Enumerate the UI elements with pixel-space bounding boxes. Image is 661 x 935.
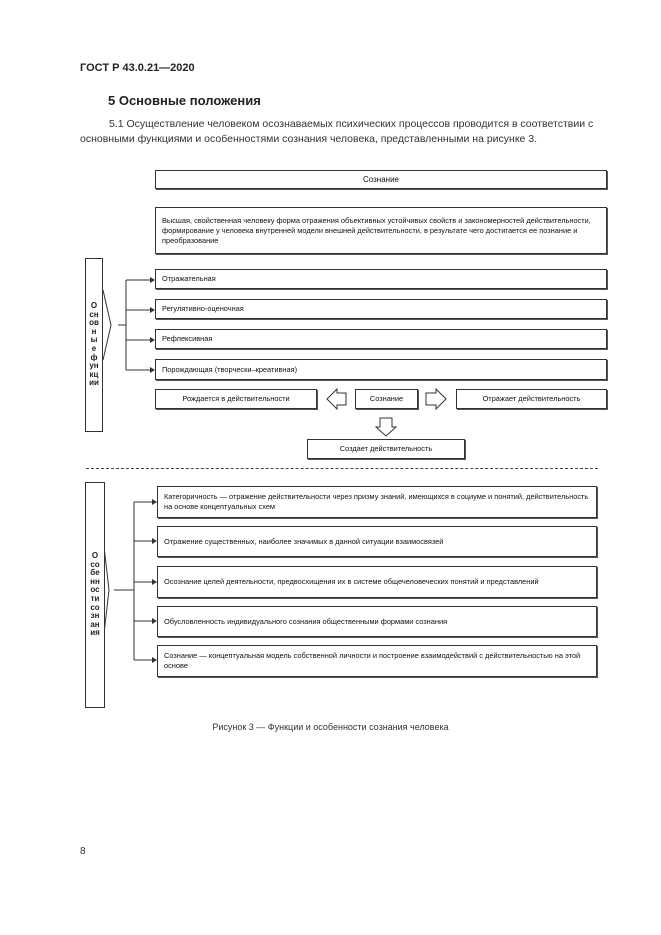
arrow-right-icon: [426, 389, 446, 409]
functions-label: Основные функции: [89, 301, 99, 388]
figure-caption: Рисунок 3 — Функции и особенности сознания человека: [212, 722, 449, 732]
functions-label-box: [85, 258, 103, 432]
consciousness-title-box: Сознание: [155, 170, 607, 189]
consciousness-center-box: Сознание: [355, 389, 418, 409]
document-code: ГОСТ Р 43.0.21—2020: [80, 62, 195, 74]
section-divider: [86, 468, 598, 469]
features-label-box: [85, 482, 105, 708]
creates-reality-box: Создает действительность: [307, 439, 465, 459]
features-label: Особенности сознания: [90, 551, 100, 638]
page-number: 8: [80, 846, 86, 857]
arrow-left-icon: [327, 389, 346, 409]
definition-box: Высшая, свойственная человеку форма отражения объективных устойчивых свойств и закономерностей действительности, формирование у человека внутренней модели внешней действительности, в результате чего достигается ее познание и преобразование: [155, 207, 607, 254]
intro-paragraph: 5.1 Осуществление человеком осознаваемых психических процессов проводится в соответствии с основными функциями и особенностями сознания человека, представленными на рисунке 3.: [80, 118, 594, 145]
function-item: Порождающая (творчески–креативная): [155, 359, 607, 380]
feature-item: Отражение существенных, наиболее значимых в данной ситуации взаимосвязей: [157, 526, 597, 557]
section-title: 5 Основные положения: [108, 93, 261, 108]
arrow-down-icon: [376, 418, 396, 436]
feature-item: Осознание целей деятельности, предвосхищения их в системе общечеловеческих понятий и представлений: [157, 566, 597, 598]
reflects-reality-box: Отражает действительность: [456, 389, 607, 409]
function-item: Отражательная: [155, 269, 607, 289]
feature-item: Обусловленность индивидуального сознания общественными формами сознания: [157, 606, 597, 637]
born-in-reality-box: Рождается в действительности: [155, 389, 317, 409]
function-item: Рефлексивная: [155, 329, 607, 349]
function-item: Регулятивно-оценочная: [155, 299, 607, 319]
feature-item: Сознание — концептуальная модель собственной личности и построение взаимодействий с действительностью на этой основе: [157, 645, 597, 677]
feature-item: Категоричность — отражение действительности через призму знаний, имеющихся в социуме и понятий, действительность на основе концептуальных схем: [157, 486, 597, 518]
